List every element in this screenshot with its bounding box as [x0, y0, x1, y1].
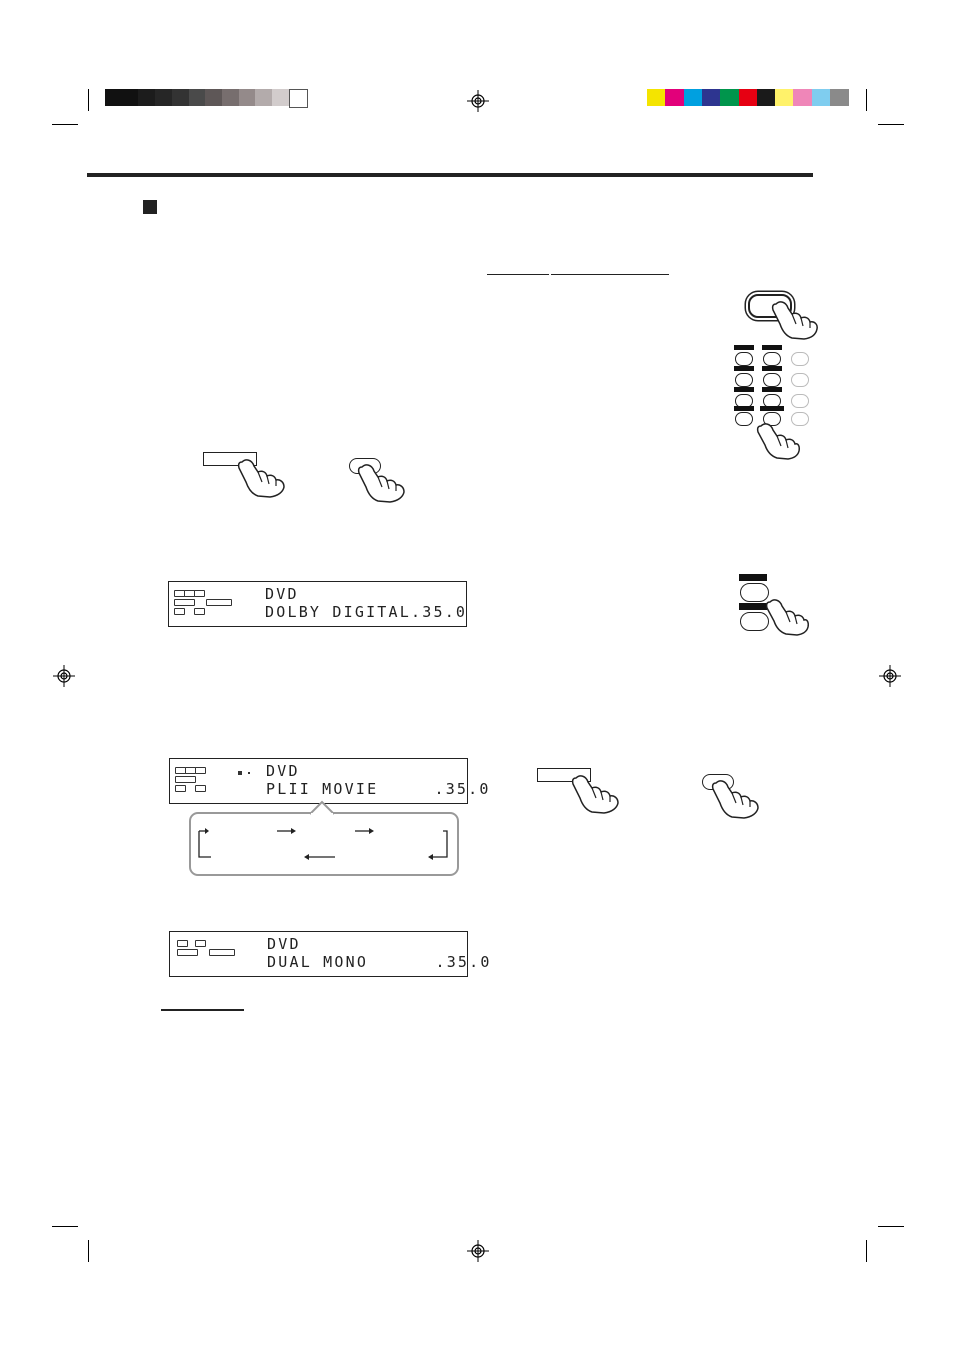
crop-mark — [52, 1226, 78, 1227]
color-swatch — [793, 89, 812, 106]
grayscale-swatch — [255, 89, 272, 106]
color-swatch — [702, 89, 721, 106]
color-swatch — [647, 89, 666, 106]
button-label-plate — [734, 406, 754, 411]
dot-indicator — [248, 772, 250, 774]
color-swatch — [665, 89, 684, 106]
lcd-line-1: DVD — [265, 585, 299, 603]
lcd-line-1: DVD — [266, 762, 300, 780]
underline-rule — [487, 274, 549, 275]
button-label-plate — [734, 366, 754, 371]
grayscale-swatch — [222, 89, 239, 106]
color-swatch — [775, 89, 794, 106]
button-label-plate — [739, 603, 767, 610]
remote-button — [735, 352, 753, 366]
lcd-display — [169, 931, 492, 977]
lcd-line-1: DVD — [267, 935, 301, 953]
lcd-display — [169, 758, 491, 804]
grayscale-swatch — [155, 89, 172, 106]
grayscale-swatch — [189, 89, 206, 106]
button-label-plate — [739, 574, 767, 581]
lcd-line-2: PLII MOVIE .35.0 — [266, 780, 491, 798]
grayscale-swatch — [205, 89, 222, 106]
dot-indicator — [238, 771, 242, 775]
crop-mark — [866, 89, 867, 111]
remote-button — [735, 373, 753, 387]
lcd-line-2: DUAL MONO .35.0 — [267, 953, 492, 971]
remote-button — [791, 373, 809, 387]
callout-pointer — [310, 800, 334, 816]
remote-button — [791, 394, 809, 408]
indicator — [177, 940, 188, 947]
pressing-hand-icon — [755, 418, 801, 460]
grayscale-swatch — [138, 89, 155, 106]
indicator — [174, 608, 185, 615]
indicator — [175, 776, 196, 783]
indicator — [177, 949, 198, 956]
color-swatch — [720, 89, 739, 106]
button-label-plate — [762, 345, 782, 350]
registration-mark-icon — [878, 664, 902, 688]
header-rule — [87, 173, 813, 177]
registration-mark-icon — [466, 1239, 490, 1263]
pressing-hand-icon — [236, 454, 288, 498]
notes-underline — [161, 1009, 244, 1011]
remote-button — [763, 373, 781, 387]
color-swatch — [757, 89, 776, 106]
pressing-hand-icon — [570, 770, 622, 814]
pressing-hand-icon — [764, 594, 810, 636]
remote-button — [791, 352, 809, 366]
indicator — [209, 949, 235, 956]
button-label-plate — [734, 387, 754, 392]
indicator — [194, 590, 205, 597]
indicator — [174, 599, 195, 606]
registration-mark-icon — [52, 664, 76, 688]
color-swatch — [684, 89, 703, 106]
indicator — [195, 785, 206, 792]
color-swatch — [830, 89, 849, 106]
lcd-line-2: DOLBY DIGITAL.35.0 — [265, 603, 468, 621]
sequence-flow-arrows — [195, 825, 453, 865]
registration-mark-icon — [466, 89, 490, 113]
grayscale-swatch — [122, 89, 139, 106]
lcd-display — [168, 581, 467, 627]
crop-mark — [88, 1240, 89, 1262]
grayscale-swatch — [289, 89, 308, 108]
grayscale-swatch — [105, 89, 122, 106]
button-label-plate — [762, 387, 782, 392]
color-swatch — [812, 89, 831, 106]
underline-rule — [551, 274, 669, 275]
indicator — [206, 599, 232, 606]
crop-mark — [878, 1226, 904, 1227]
indicator — [195, 767, 206, 774]
pressing-hand-icon — [710, 775, 762, 819]
button-label-plate — [762, 366, 782, 371]
indicator — [194, 608, 205, 615]
button-label-plate — [760, 406, 784, 411]
grayscale-swatch — [239, 89, 256, 106]
crop-mark — [866, 1240, 867, 1262]
black-square-icon — [143, 200, 157, 214]
pressing-hand-icon — [356, 459, 408, 503]
button-label-plate — [734, 345, 754, 350]
remote-button — [735, 412, 753, 426]
remote-button — [763, 352, 781, 366]
crop-mark — [88, 89, 89, 111]
pressing-hand-icon — [770, 296, 820, 340]
grayscale-swatch — [172, 89, 189, 106]
indicator — [175, 785, 186, 792]
crop-mark — [878, 124, 904, 125]
color-swatch — [739, 89, 758, 106]
indicator — [195, 940, 206, 947]
crop-mark — [52, 124, 78, 125]
grayscale-swatch — [272, 89, 289, 106]
